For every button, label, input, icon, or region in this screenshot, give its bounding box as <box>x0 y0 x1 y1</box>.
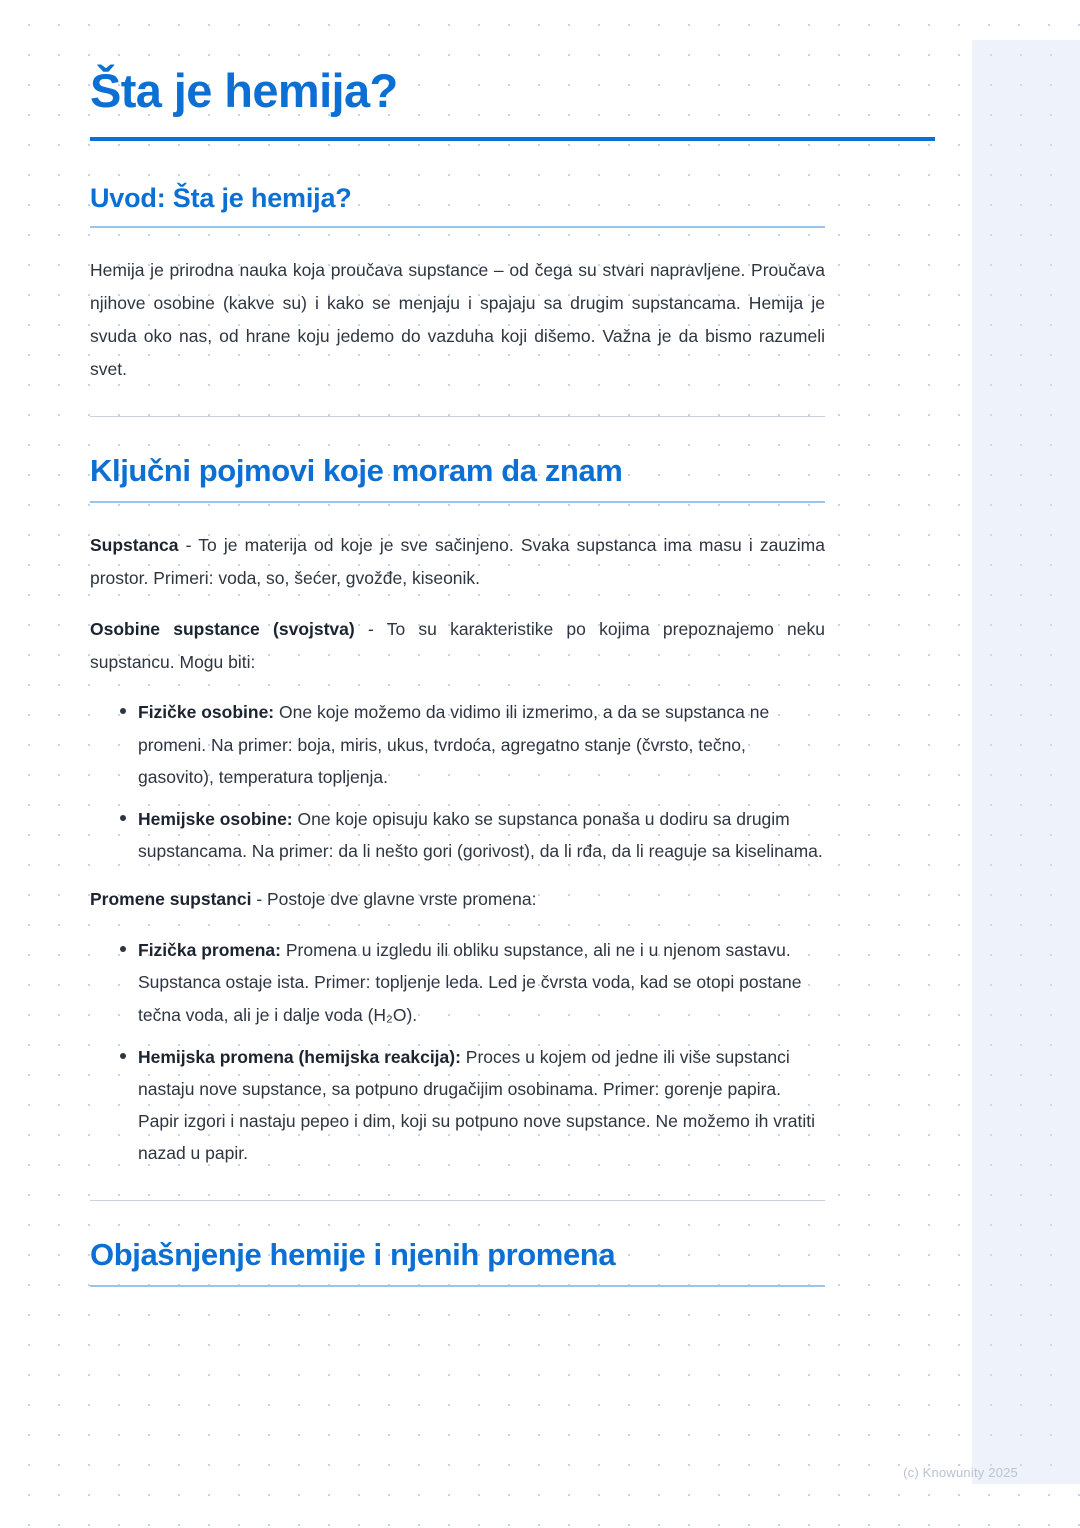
list-item-label: Fizičke osobine: <box>138 702 275 723</box>
term-promene-label: Promene supstanci <box>90 889 252 910</box>
section-divider-kljucni-pojmovi <box>90 501 825 503</box>
list-item-text: Promena u izgledu ili obliku supstance, ali ne i u njenom sastavu. Supstanca ostaje ista. Primer: topljenje leda. Led je čvrsta voda, kad se otopi postane tečna voda, ali je i dalje voda (H₂O). <box>138 940 802 1025</box>
list-item-label: Fizička promena: <box>138 940 281 961</box>
list-item <box>120 696 825 793</box>
list-item <box>120 803 825 867</box>
term-osobine-text: - To su karakteristike po kojima prepoznajemo neku supstancu. Mogu biti: <box>90 618 825 672</box>
list-item-label: Hemijska promena (hemijska reakcija): <box>138 1046 461 1067</box>
term-promene-supstanci <box>90 883 825 916</box>
content-divider-1 <box>90 416 825 417</box>
document-content <box>90 66 825 1313</box>
list-item-label: Hemijske osobine: <box>138 809 293 830</box>
section-paragraph-uvod: Hemija je prirodna nauka koja proučava supstance – od čega su stvari napravljene. Proučava njihove osobine (kakve su) i kako se menjaju i spajaju sa drugim supstancama. Hemija je svuda oko nas, od hrane koju jedemo do vazduha koji dišemo. Važna je da bismo razumeli svet. <box>90 260 825 380</box>
list-item-text: One koje možemo da vidimo ili izmerimo, a da se supstanca ne promeni. Na primer: boja, miris, ukus, tvrdoća, agregatno stanje (čvrsto, tečno, gasovito), temperatura topljenja. <box>138 702 770 787</box>
term-supstanca <box>90 529 825 595</box>
title-divider <box>90 137 935 141</box>
list-item-text: Proces u kojem od jedne ili više supstanci nastaju nove supstance, sa potpuno drugačijim osobinama. Primer: gorenje papira. Papir izgori i nastaju pepeo i dim, koji su potpuno nove supstance. Ne možemo ih vratiti nazad u papir. <box>138 1046 816 1164</box>
term-osobine-label: Osobine supstance (svojstva) <box>90 618 355 639</box>
list-promene <box>90 934 825 1169</box>
list-osobine <box>90 696 825 867</box>
term-supstanca-text: - To je materija od koje je sve sačinjeno. Svaka supstanca ima masu i zauzima prostor. Primeri: voda, so, šećer, gvožđe, kiseonik. <box>90 534 825 588</box>
page-title: Šta je hemija? <box>90 64 398 117</box>
term-osobine-supstance <box>90 613 825 679</box>
term-supstanca-label: Supstanca <box>90 534 179 555</box>
section-divider-uvod <box>90 226 825 228</box>
list-item-text: One koje opisuju kako se supstanca ponaša u dodiru sa drugim supstancama. Na primer: da li nešto gori (gorivost), da li rđa, da li reaguje sa kiselinama. <box>138 809 823 862</box>
content-divider-2 <box>90 1200 825 1201</box>
list-item <box>120 934 825 1031</box>
list-item <box>120 1041 825 1170</box>
term-promene-text: - Postoje dve glavne vrste promena: <box>251 889 537 910</box>
section-divider-objasnjenje <box>90 1285 825 1287</box>
section-heading-objasnjenje: Objašnjenje hemije i njenih promena <box>90 1236 616 1272</box>
watermark: (c) Knowunity 2025 <box>903 1465 1018 1480</box>
page-right-margin-band <box>970 40 1080 1484</box>
section-heading-kljucni-pojmovi: Ključni pojmovi koje moram da znam <box>90 452 623 488</box>
section-heading-uvod: Uvod: Šta je hemija? <box>90 183 352 214</box>
